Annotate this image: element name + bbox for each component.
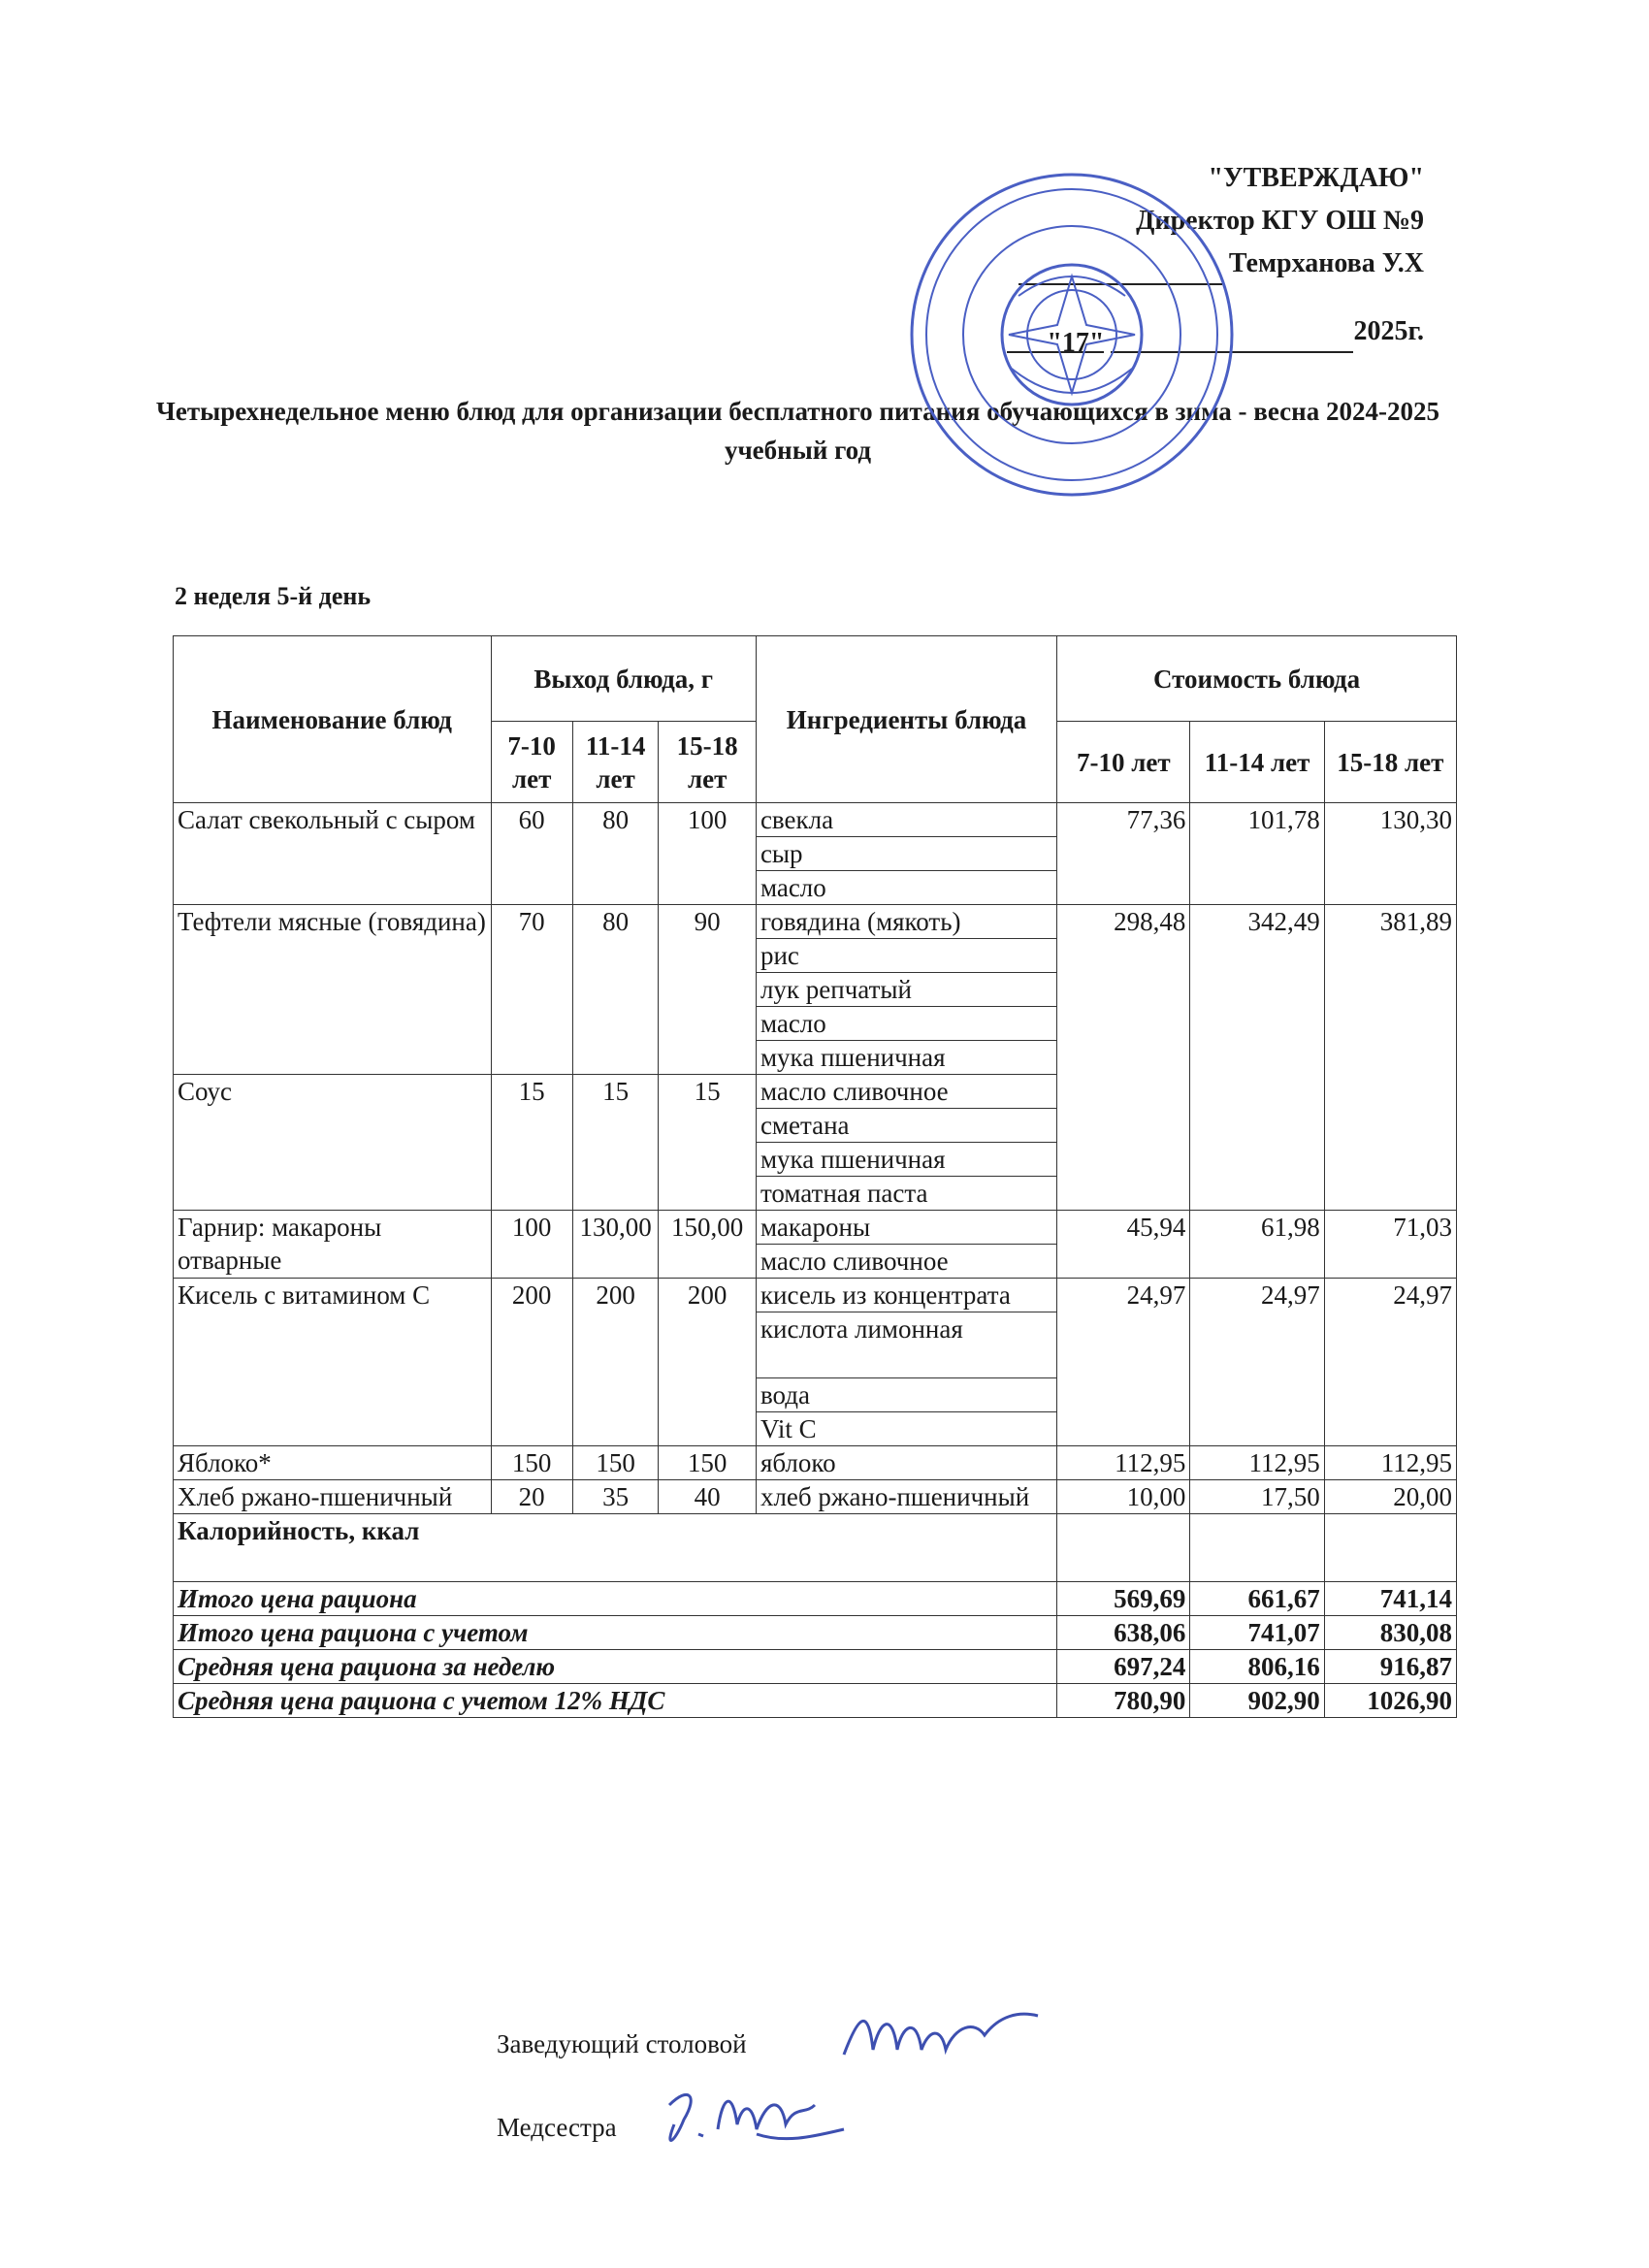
calories-cell (1324, 1514, 1456, 1582)
dish-name: Кисель с витамином С (174, 1279, 492, 1446)
official-stamp (907, 170, 1237, 500)
cost-cell: 17,50 (1190, 1480, 1324, 1514)
approval-heading: "УТВЕРЖДАЮ" (1208, 163, 1424, 193)
header-yield-age-1: 7-10 лет (491, 722, 572, 803)
menu-table (173, 635, 1457, 1718)
header-cost-age-1: 7-10 лет (1057, 722, 1190, 803)
approval-position: Директор КГУ ОШ №9 (1136, 206, 1424, 236)
total-value: 741,14 (1324, 1582, 1456, 1616)
ingredient-cell: сметана (756, 1109, 1056, 1143)
table-row (174, 1279, 1457, 1312)
ingredient-cell: хлеб ржано-пшеничный (756, 1480, 1056, 1514)
total-label: Средняя цена рациона за неделю (174, 1650, 1057, 1684)
cost-cell: 112,95 (1190, 1446, 1324, 1480)
yield-cell: 80 (572, 803, 659, 905)
total-value: 916,87 (1324, 1650, 1456, 1684)
header-cost-age-2: 11-14 лет (1190, 722, 1324, 803)
header-cost-age-3: 15-18 лет (1324, 722, 1456, 803)
head-of-canteen-label: Заведующий столовой (497, 2029, 747, 2058)
ingredient-cell: томатная паста (756, 1177, 1056, 1211)
approval-date-day: "17" (1047, 328, 1105, 358)
total-label: Итого цена рациона (174, 1582, 1057, 1616)
header-cost: Стоимость блюда (1057, 636, 1457, 722)
ingredient-cell: масло сливочное (756, 1245, 1056, 1279)
total-value: 638,06 (1057, 1616, 1190, 1650)
approval-name: Темрханова У.Х (1228, 248, 1424, 278)
ingredient-cell: сыр (756, 837, 1056, 871)
yield-cell: 200 (659, 1279, 757, 1446)
yield-cell: 150 (659, 1446, 757, 1480)
nurse-signature (660, 2076, 863, 2154)
total-label: Итого цена рациона с учетом (174, 1616, 1057, 1650)
yield-cell: 15 (491, 1075, 572, 1211)
header-ingredients: Ингредиенты блюда (756, 636, 1056, 803)
total-value: 569,69 (1057, 1582, 1190, 1616)
yield-cell: 70 (491, 905, 572, 1075)
cost-cell: 77,36 (1057, 803, 1190, 905)
cost-cell: 112,95 (1324, 1446, 1456, 1480)
yield-cell: 15 (572, 1075, 659, 1211)
ingredient-cell: масло (756, 1007, 1056, 1041)
ingredient-cell: масло сливочное (756, 1075, 1056, 1109)
total-value: 830,08 (1324, 1616, 1456, 1650)
ingredient-cell: мука пшеничная (756, 1143, 1056, 1177)
cost-cell: 130,30 (1324, 803, 1456, 905)
ingredient-cell: свекла (756, 803, 1056, 837)
yield-cell: 200 (491, 1279, 572, 1446)
nurse-label: Медсестра (497, 2113, 617, 2142)
calories-label: Калорийность, ккал (174, 1514, 1057, 1582)
header-row (174, 636, 1457, 722)
ingredient-cell: Vit C (756, 1412, 1056, 1446)
calories-row (174, 1514, 1457, 1582)
dish-name: Яблоко* (174, 1446, 492, 1480)
yield-cell: 200 (572, 1279, 659, 1446)
ingredient-cell: говядина (мякоть) (756, 905, 1056, 939)
total-value: 697,24 (1057, 1650, 1190, 1684)
ingredient-cell: вода (756, 1378, 1056, 1412)
yield-cell: 150 (572, 1446, 659, 1480)
dish-name: Гарнир: макароны отварные (174, 1211, 492, 1279)
ingredient-cell: кислота лимонная (756, 1312, 1056, 1378)
dish-name: Тефтели мясные (говядина) (174, 905, 492, 1075)
header-yield: Выход блюда, г (491, 636, 756, 722)
table-row (174, 803, 1457, 837)
total-value: 806,16 (1190, 1650, 1324, 1684)
table-row (174, 1480, 1457, 1514)
cost-cell: 24,97 (1057, 1279, 1190, 1446)
ingredient-cell: яблоко (756, 1446, 1056, 1480)
yield-cell: 90 (659, 905, 757, 1075)
header-yield-age-3: 15-18 лет (659, 722, 757, 803)
yield-cell: 80 (572, 905, 659, 1075)
ingredient-cell: мука пшеничная (756, 1041, 1056, 1075)
cost-cell: 298,48 (1057, 905, 1190, 1211)
head-signature (839, 1996, 1043, 2074)
dish-name: Хлеб ржано-пшеничный (174, 1480, 492, 1514)
calories-cell (1190, 1514, 1324, 1582)
table-row (174, 1211, 1457, 1245)
total-row (174, 1616, 1457, 1650)
ingredient-cell: кисель из концентрата (756, 1279, 1056, 1312)
header-yield-age-2: 11-14 лет (572, 722, 659, 803)
header-name: Наименование блюд (174, 636, 492, 803)
yield-cell: 20 (491, 1480, 572, 1514)
yield-cell: 15 (659, 1075, 757, 1211)
cost-cell: 20,00 (1324, 1480, 1456, 1514)
table-row (174, 1446, 1457, 1480)
ingredient-cell: лук репчатый (756, 973, 1056, 1007)
yield-cell: 35 (572, 1480, 659, 1514)
cost-cell: 381,89 (1324, 905, 1456, 1211)
yield-cell: 100 (659, 803, 757, 905)
ingredient-cell: рис (756, 939, 1056, 973)
approval-date-year: 2025г. (1353, 316, 1424, 346)
yield-cell: 60 (491, 803, 572, 905)
total-value: 661,67 (1190, 1582, 1324, 1616)
total-value: 902,90 (1190, 1684, 1324, 1718)
cost-cell: 342,49 (1190, 905, 1324, 1211)
week-label: 2 неделя 5-й день (175, 582, 372, 610)
ingredient-cell: макароны (756, 1211, 1056, 1245)
dish-name: Салат свекольный с сыром (174, 803, 492, 905)
cost-cell: 61,98 (1190, 1211, 1324, 1279)
total-label: Средняя цена рациона с учетом 12% НДС (174, 1684, 1057, 1718)
cost-cell: 10,00 (1057, 1480, 1190, 1514)
table-row (174, 905, 1457, 939)
yield-cell: 150 (491, 1446, 572, 1480)
total-value: 1026,90 (1324, 1684, 1456, 1718)
total-row (174, 1650, 1457, 1684)
page-title: Четырехнедельное меню блюд для организации бесплатного питания обучающихся в зима - весна 2024-2025 учебный год (156, 397, 1439, 465)
total-row (174, 1684, 1457, 1718)
cost-cell: 101,78 (1190, 803, 1324, 905)
cost-cell: 45,94 (1057, 1211, 1190, 1279)
calories-cell (1057, 1514, 1190, 1582)
ingredient-cell: масло (756, 871, 1056, 905)
yield-cell: 150,00 (659, 1211, 757, 1279)
cost-cell: 24,97 (1190, 1279, 1324, 1446)
dish-name: Соус (174, 1075, 492, 1211)
total-value: 741,07 (1190, 1616, 1324, 1650)
total-row (174, 1582, 1457, 1616)
yield-cell: 40 (659, 1480, 757, 1514)
cost-cell: 24,97 (1324, 1279, 1456, 1446)
yield-cell: 130,00 (572, 1211, 659, 1279)
yield-cell: 100 (491, 1211, 572, 1279)
cost-cell: 112,95 (1057, 1446, 1190, 1480)
total-value: 780,90 (1057, 1684, 1190, 1718)
cost-cell: 71,03 (1324, 1211, 1456, 1279)
